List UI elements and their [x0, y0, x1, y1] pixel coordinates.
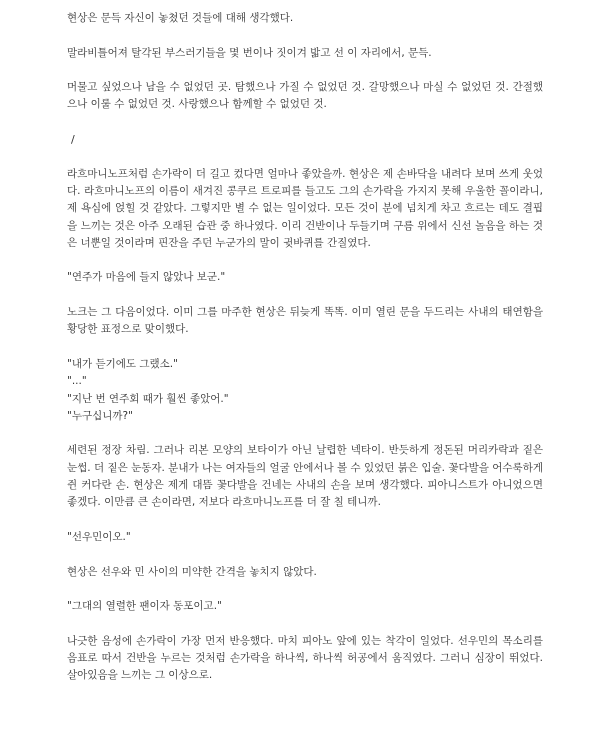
paragraph: 노크는 그 다음이었다. 이미 그를 마주한 현상은 뒤늦게 똑똑. 이미 열린 문을 두드리는 사내의 태연함을 황당한 표정으로 맞이했다. — [67, 306, 543, 336]
dialogue-line: "누구십니까?" — [67, 409, 133, 422]
dialogue-line: "내가 듣기에도 그랬소." — [67, 357, 178, 370]
paragraph: 현상은 문득 자신이 놓쳤던 것들에 대해 생각했다. — [67, 12, 294, 24]
paragraph: 라흐마니노프처럼 손가락이 더 길고 컸다면 얼마나 좋았을까. 현상은 제 손바닥을 내려다 보며 쓰게 웃었다. 라흐마니노프의 이름이 새겨진 콩쿠르 트로피를 들고도 그의 손가락을 가지지 못해 우울한 꼴이라니, 제 욕심에 얹힐 것 같았다. 그렇지만 별 수 없는 일이었다. 모든 것이 분에 넘치게 차고 흐르는 데도 결핍을 느끼는 것은 아주 오래된 습관 중 하나였다. 이리 건반이나 두들기며 구름 위에서 신선 놀음을 하는 것은 너뿐일 것이라며 핀잔을 주던 누군가의 말이 귓바퀴를 간질였다. — [67, 167, 543, 249]
dialogue-line: "선우민이오." — [67, 530, 131, 543]
dialogue-line: "그대의 열렬한 팬이자 동포이고." — [67, 600, 222, 613]
paragraph: 세련된 정장 차림. 그러나 리본 모양의 보타이가 아닌 날렵한 넥타이. 반듯하게 정돈된 머리카락과 짙은 눈썹. 더 짙은 눈동자. 분내가 나는 여자들의 얼굴 안에서나 볼 수 있었던 붉은 입술. 꽃다발을 어수룩하게 쥔 커다란 손. 현상은 제게 대뜸 꽃다발을 건네는 사내의 손을 보며 생각했다. 피아니스트가 아니었으면 좋겠다. 이만큼 큰 손이라면, 저보다 라흐마니노프를 더 잘 칠 테니까. — [67, 444, 543, 509]
paragraph: 현상은 선우와 민 사이의 미약한 간격을 놓치지 않았다. — [67, 565, 317, 578]
dialogue-line: "연주가 마음에 들지 않았나 보군." — [67, 271, 226, 284]
paragraph: 머물고 싶었으나 남을 수 없었던 곳. 탐했으나 가질 수 없었던 것. 갈망했으나 마실 수 없었던 것. 간절했으나 이룰 수 없었던 것. 사랑했으나 함께할 수 없었던 것. — [67, 81, 543, 111]
section-divider: / — [71, 133, 75, 147]
dialogue-line: "지난 번 연주회 때가 훨씬 좋았어." — [67, 392, 229, 405]
paragraph: 말라비틀어져 탈각된 부스러기들을 몇 번이나 짓이겨 밟고 선 이 자리에서, 문득. — [67, 46, 432, 59]
dialogue-line: "..." — [67, 375, 87, 388]
document-body — [67, 10, 543, 702]
paragraph: 나긋한 음성에 손가락이 가장 먼저 반응했다. 마치 피아노 앞에 있는 착각이 일었다. 선우민의 목소리를 음표로 따서 건반을 누르는 것처럼 손가락을 하나씩, 하나씩 허공에서 움직였다. 그러니 심장이 뛰었다. 살아있음을 느끼는 그 이상으로. — [67, 634, 543, 682]
